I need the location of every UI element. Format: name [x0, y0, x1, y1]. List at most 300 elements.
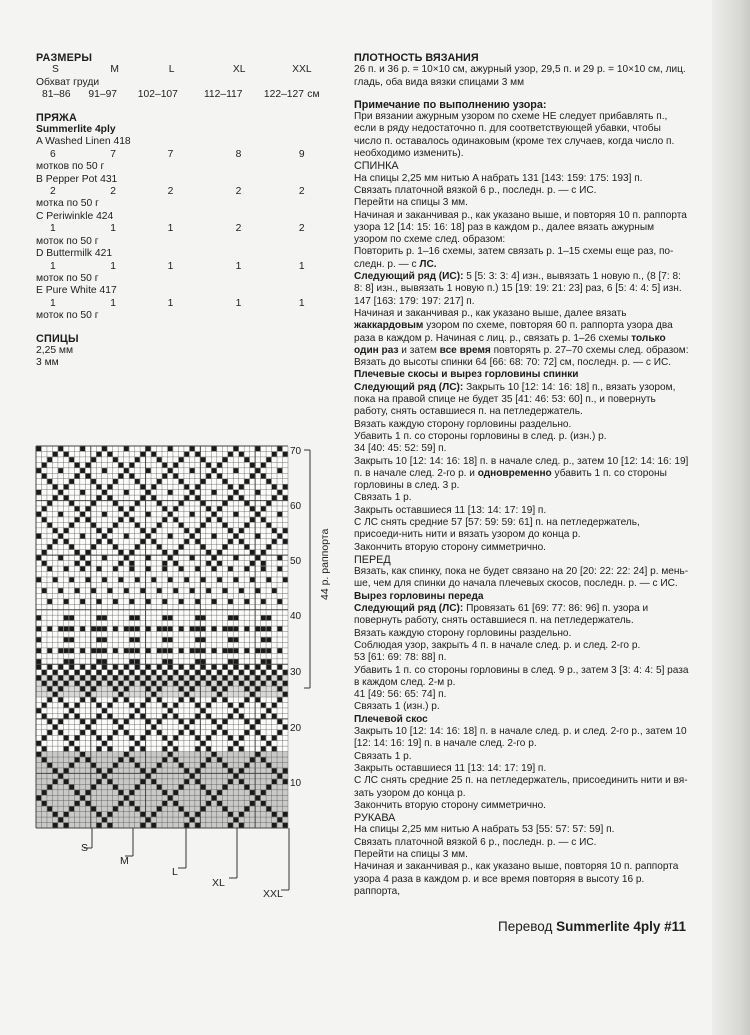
chart-cell [244, 785, 249, 790]
chart-cell [157, 763, 162, 768]
chart-cell [64, 714, 69, 719]
chart-cell [217, 757, 222, 762]
chart-cell [124, 752, 129, 757]
yarn-qty: 9 [298, 148, 305, 160]
chart-cell [228, 495, 233, 500]
chart-cell [255, 686, 260, 691]
chart-cell [212, 719, 217, 724]
chart-cell [157, 479, 162, 484]
chart-cell [261, 670, 266, 675]
chart-cell [129, 550, 134, 555]
chart-cell [69, 708, 74, 713]
chart-cell [179, 648, 184, 653]
chart-cell [36, 615, 41, 620]
footer-title: Summerlite 4ply [556, 919, 661, 934]
chart-cell [277, 648, 282, 653]
chart-cell [250, 577, 255, 582]
chart-cell [91, 730, 96, 735]
chart-cell [255, 752, 260, 757]
chart-cell [283, 768, 288, 773]
chart-cell [118, 801, 123, 806]
chart-cell [261, 550, 266, 555]
chart-cell [102, 555, 107, 560]
front-title: ПЕРЕД [354, 553, 391, 566]
gauge-title: ПЛОТНОСТЬ ВЯЗАНИЯ [354, 52, 479, 64]
chart-cell [118, 463, 123, 468]
chart-cell [36, 648, 41, 653]
chart-cell [69, 626, 74, 631]
chart-cell [272, 495, 277, 500]
chart-cell [146, 686, 151, 691]
yarn-unit: мотка по 50 г [36, 198, 99, 210]
chart-cell [64, 626, 69, 631]
chart-cell [58, 626, 63, 631]
chart-cell [277, 555, 282, 560]
chart-cell [146, 446, 151, 451]
yarn-qty: 1 [110, 260, 117, 272]
chart-cell [239, 746, 244, 751]
chart-cell [162, 703, 167, 708]
chart-cell [80, 697, 85, 702]
chart-cell [53, 779, 58, 784]
chart-cell [266, 785, 271, 790]
yarn-b [36, 174, 326, 211]
chart-cell [162, 566, 167, 571]
paragraph: Вязать каждую сторону горловины раздельно. [354, 627, 572, 639]
chart-cell [86, 561, 91, 566]
chart-cell [223, 545, 228, 550]
chart-cell [97, 681, 102, 686]
chart-cell [179, 763, 184, 768]
chart-cell [217, 561, 222, 566]
chart-cell [239, 485, 244, 490]
yarn-c [36, 211, 326, 248]
chart-cell [157, 730, 162, 735]
chart-cell [162, 561, 167, 566]
chart-cell [157, 806, 162, 811]
chart-cell [266, 626, 271, 631]
chart-cell [113, 648, 118, 653]
chart-cell [146, 697, 151, 702]
chart-cell [173, 681, 178, 686]
paragraph: Связать 1 р. [354, 492, 412, 504]
yarn-qty: 1 [167, 297, 174, 309]
chart-cell [118, 790, 123, 795]
chart-cell [261, 599, 266, 604]
chart-cell [206, 790, 211, 795]
chart-cell [283, 485, 288, 490]
chart-cell [228, 626, 233, 631]
chart-cell [146, 534, 151, 539]
chart-cell [168, 637, 173, 642]
chart-cell [195, 566, 200, 571]
chest-m: 91–97 [88, 89, 118, 101]
chart-cell [272, 736, 277, 741]
size-mark-xxl: XXL [263, 888, 283, 900]
chart-cell [113, 457, 118, 462]
chart-cell [146, 566, 151, 571]
chart-cell [113, 626, 118, 631]
chart-cell [244, 457, 249, 462]
chart-cell [47, 545, 52, 550]
chart-cell [195, 746, 200, 751]
chart-cell [129, 474, 134, 479]
chart-cell [64, 637, 69, 642]
chart-cell [97, 539, 102, 544]
chart-cell [146, 665, 151, 670]
chart-cell [234, 817, 239, 822]
chart-cell [42, 670, 47, 675]
chart-cell [108, 681, 113, 686]
chart-cell [168, 555, 173, 560]
chart-cell [97, 736, 102, 741]
chart-cell [135, 708, 140, 713]
chart-cell [97, 648, 102, 653]
chart-cell [250, 725, 255, 730]
chart-cell [266, 615, 271, 620]
chart-cell [212, 512, 217, 517]
chart-cell [146, 626, 151, 631]
chart-cell [108, 495, 113, 500]
yarn-unit: мотков по 50 г [36, 161, 105, 173]
chart-cell [53, 539, 58, 544]
chart-cell [58, 676, 63, 681]
chart-cell [179, 785, 184, 790]
chart-cell [140, 746, 145, 751]
chart-cell [36, 676, 41, 681]
yarn-qty: 2 [298, 223, 305, 235]
chart-cell [184, 539, 189, 544]
chart-cell [58, 686, 63, 691]
chart-cell [162, 714, 167, 719]
chart-cell [201, 665, 206, 670]
chart-cell [239, 714, 244, 719]
chart-cell [69, 763, 74, 768]
chart-cell [223, 588, 228, 593]
chart-cell [168, 446, 173, 451]
chart-cell [102, 659, 107, 664]
chart-cell [140, 736, 145, 741]
chart-cell [239, 736, 244, 741]
chart-cell [86, 550, 91, 555]
chest-xl: 112–117 [203, 89, 243, 101]
chart-cell [179, 676, 184, 681]
chart-cell [162, 599, 167, 604]
chart-cell [113, 763, 118, 768]
chart-cell [91, 545, 96, 550]
chart-cell [277, 719, 282, 724]
chart-cell [42, 746, 47, 751]
chart-cell [91, 686, 96, 691]
chart-cell [179, 545, 184, 550]
chart-cell [146, 774, 151, 779]
chart-cell [58, 490, 63, 495]
chart-cell [244, 806, 249, 811]
gauge-text: 26 п. и 36 р. = 10×10 см, ажурный узор, 29,5 п. и 29 р. = 10×10 см, лиц. гладь, оба вида вязки спицами 3 мм [354, 64, 686, 88]
yarn-unit: моток по 50 г [36, 310, 99, 322]
chart-cell [234, 665, 239, 670]
chart-cell [261, 626, 266, 631]
chart-cell [195, 615, 200, 620]
paragraph: 41 [49: 56: 65: 74] п. [354, 689, 447, 701]
paragraph: Закрыть 10 [12: 14: 16: 18] п. в начале след. р. и след. 2-го р., затем 10 [12: 14: 16: 19] п. в начале след. 2-го р. [354, 726, 687, 750]
chart-cell [69, 479, 74, 484]
chart-cell [234, 468, 239, 473]
chart-cell [206, 474, 211, 479]
chart-cell [129, 790, 134, 795]
chart-cell [184, 681, 189, 686]
chart-cell [69, 615, 74, 620]
chart-cell [102, 648, 107, 653]
chart-cell [179, 523, 184, 528]
chart-cell [97, 452, 102, 457]
chart-cell [69, 648, 74, 653]
chart-cell [228, 823, 233, 828]
chart-cell [162, 801, 167, 806]
size-mark-s: S [81, 842, 89, 854]
chart-cell [64, 528, 69, 533]
chart-cell [272, 485, 277, 490]
chart-cell [239, 539, 244, 544]
chart-cell [157, 686, 162, 691]
chart-cell [223, 697, 228, 702]
chart-cell [64, 648, 69, 653]
chart-band [36, 675, 288, 697]
yarn-qty: 1 [298, 297, 305, 309]
paragraph: Вязать, как спинку, пока не будет связано на 20 [20: 22: 22: 24] р. мень-ше, чем для спинки до начала плечевых скосов, последн. р. — с ИС. [354, 566, 689, 590]
chart-cell [58, 817, 63, 822]
chart-cell [108, 779, 113, 784]
chart-cell [157, 501, 162, 506]
chart-cell [135, 577, 140, 582]
chart-cell [102, 665, 107, 670]
chart-cell [223, 479, 228, 484]
chart-cell [250, 801, 255, 806]
chart-cell [261, 757, 266, 762]
chart-cell [64, 659, 69, 664]
chart-cell [64, 452, 69, 457]
chart-cell [266, 659, 271, 664]
chart-cell [129, 566, 134, 571]
chart-cell [201, 676, 206, 681]
chart-cell [228, 528, 233, 533]
needles-title: СПИЦЫ [36, 332, 79, 345]
chart-cell [244, 545, 249, 550]
chart-cell [36, 741, 41, 746]
chart-cell [151, 692, 156, 697]
chart-cell [272, 452, 277, 457]
chart-cell [47, 457, 52, 462]
chart-cell [266, 637, 271, 642]
chart-cell [250, 670, 255, 675]
paragraph: 34 [40: 45: 52: 59] п. [354, 443, 447, 455]
chart-cell [217, 681, 222, 686]
chart-cell [162, 637, 167, 642]
chart-cell [212, 697, 217, 702]
chart-cell [86, 463, 91, 468]
chart-cell [102, 615, 107, 620]
chart-cell [244, 697, 249, 702]
chart-cell [234, 741, 239, 746]
chart-cell [234, 555, 239, 560]
chart-cell [212, 796, 217, 801]
chart-cell [255, 697, 260, 702]
chart-cell [151, 768, 156, 773]
chart-cell [97, 485, 102, 490]
chart-cell [266, 676, 271, 681]
chart-cell [75, 801, 80, 806]
chart-cell [179, 697, 184, 702]
chart-cell [86, 801, 91, 806]
chart-cell [228, 485, 233, 490]
yarn-name: B Pepper Pot 431 [36, 173, 118, 185]
chart-cell [86, 681, 91, 686]
front-shoulder-title: Плечевой скос [354, 713, 428, 725]
chart-cell [228, 779, 233, 784]
chart-cell [212, 599, 217, 604]
note-text: При вязании ажурным узором по схеме НЕ следует прибавлять п., если в ряду недостаточно п. для соответствующей убавки, чтобы число п. оставалось одинаковым (кроме тех случаев, когда число п. необходимо изменить). [354, 111, 675, 160]
chart-cell [206, 506, 211, 511]
chart-cell [195, 599, 200, 604]
chart-cell [283, 779, 288, 784]
yarn-qty: 2 [298, 186, 305, 198]
chart-cell [69, 659, 74, 664]
chart-cell [80, 626, 85, 631]
chart-cell [47, 626, 52, 631]
chart-cell [255, 665, 260, 670]
chart-cell [239, 812, 244, 817]
chart-cell [201, 501, 206, 506]
chart-cell [162, 659, 167, 664]
chart-cell [179, 457, 184, 462]
chart-cell [228, 637, 233, 642]
yarn-d [36, 248, 326, 285]
chart-cell [108, 485, 113, 490]
chart-cell [277, 626, 282, 631]
chart-cell [124, 686, 129, 691]
chart-cell [217, 577, 222, 582]
chart-cell [168, 490, 173, 495]
chart-cell [234, 615, 239, 620]
chest-s: 81–86 [42, 89, 71, 101]
chart-cell [108, 452, 113, 457]
chart-cell [234, 708, 239, 713]
chart-cell [255, 648, 260, 653]
chart-cell [129, 659, 134, 664]
chart-cell [201, 785, 206, 790]
chart-cell [184, 768, 189, 773]
paragraph: Начиная и заканчивая р., как указано выше, повторяя 10 п. раппорта узора 4 раза в каждом р. и все время повторяя в высоту 16 р. раппорта, [354, 861, 679, 897]
paragraph: Перейти на спицы 3 мм. [354, 849, 468, 860]
chart-cell [179, 665, 184, 670]
yarn-qty: 1 [110, 223, 117, 235]
chart-cell [277, 697, 282, 702]
chart-cell [244, 599, 249, 604]
chart-cell [108, 670, 113, 675]
chart-cell [217, 790, 222, 795]
chart-cell [97, 779, 102, 784]
paragraph: Следующий ряд (ИС): 5 [5: 3: 3: 4] изн., вывязать 1 новую п., (8 [7: 8: 8: 8] изн., вывязать 1 новую п.) 15 [19: 19: 21: 23] раз, 6 [5: 4: 4: 5] изн. 147 [163: 179: 197: 217] п. [354, 271, 682, 307]
chart-cell [277, 730, 282, 735]
chart-cell [272, 714, 277, 719]
chart-cell [42, 588, 47, 593]
chart-cell [64, 812, 69, 817]
chart-cell [36, 555, 41, 560]
chart-cell [173, 670, 178, 675]
chart-cell [58, 730, 63, 735]
chart-cell [283, 539, 288, 544]
chart-cell [223, 676, 228, 681]
chart-cell [80, 686, 85, 691]
chart-cell [42, 463, 47, 468]
paragraph: Убавить 1 п. со стороны горловины в след. 9 р., затем 3 [3: 4: 4: 5] раза в каждом след. 2-м р. [354, 664, 689, 688]
chart-cell [234, 626, 239, 631]
chart-cell [261, 801, 266, 806]
paragraph: С ЛС снять средние 57 [57: 59: 59: 61] п. на петледержатель, присоеди-нить нити и вязать узором до конца р. [354, 516, 640, 541]
chart-cell [266, 577, 271, 582]
chart-cell [47, 686, 52, 691]
chart-background [36, 446, 288, 828]
chart-cell [179, 730, 184, 735]
chart-cell [124, 468, 129, 473]
chart-cell [91, 785, 96, 790]
chart-cell [36, 659, 41, 664]
chart-cell [58, 648, 63, 653]
chart-cell [135, 626, 140, 631]
chart-cell [255, 534, 260, 539]
yarn-qty: 2 [50, 186, 56, 198]
yarn-qty: 1 [298, 260, 305, 272]
chart-cell [102, 637, 107, 642]
chart-cell [195, 648, 200, 653]
chart-cell [97, 659, 102, 664]
chart-cell [42, 757, 47, 762]
yarn-qty: 7 [167, 148, 174, 160]
chart-cell [75, 714, 80, 719]
chart-cell [234, 659, 239, 664]
chart-cell [58, 512, 63, 517]
chart-cell [113, 599, 118, 604]
chart-cell [179, 501, 184, 506]
chart-cell [195, 670, 200, 675]
chart-cell [157, 785, 162, 790]
chart-cell [244, 566, 249, 571]
chart-cell [42, 506, 47, 511]
chart-cell [272, 823, 277, 828]
chart-cell [173, 714, 178, 719]
size-l: L [168, 64, 175, 76]
chart-cell [118, 561, 123, 566]
chart-cell [151, 452, 156, 457]
chart-cell [75, 474, 80, 479]
chart-cell [91, 479, 96, 484]
chart-cell [151, 577, 156, 582]
chart-cell [244, 719, 249, 724]
paragraph: Перейти на спицы 3 мм. [354, 197, 468, 209]
chart-cell [135, 741, 140, 746]
chart-cell [47, 806, 52, 811]
chart-cell [135, 676, 140, 681]
chart-cell [261, 615, 266, 620]
chart-cell [75, 550, 80, 555]
chest-row [36, 89, 326, 101]
yarn-qty: 1 [235, 260, 242, 272]
chart-cell [190, 534, 195, 539]
chart-cell [91, 806, 96, 811]
chart-cell [206, 517, 211, 522]
chart-cell [91, 457, 96, 462]
chart-cell [266, 523, 271, 528]
